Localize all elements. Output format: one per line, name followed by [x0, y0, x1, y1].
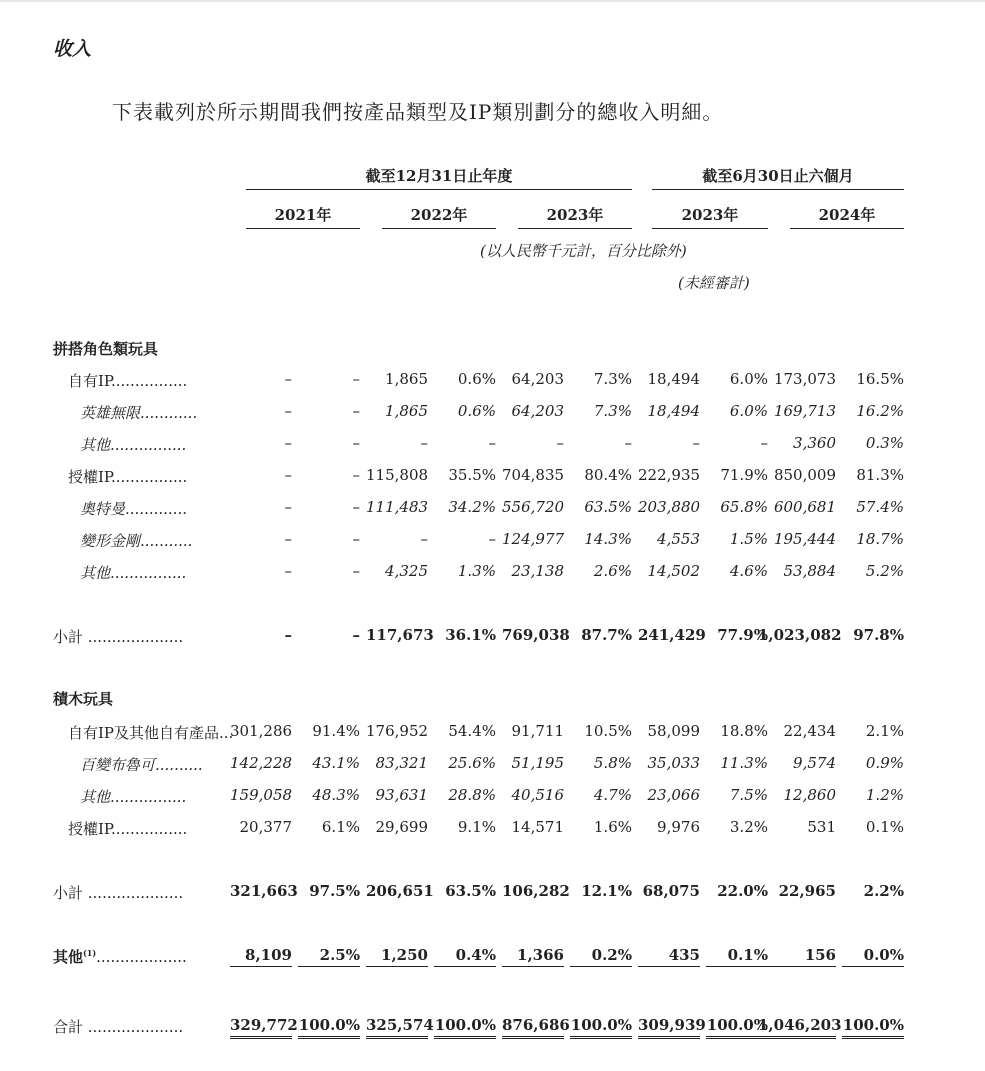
- table-cell: 4.7%: [593, 786, 632, 804]
- table-cell: 22.0%: [717, 882, 768, 900]
- table-cell: 23,066: [647, 786, 700, 804]
- table-cell: 35,033: [647, 754, 700, 772]
- year-rule-2024-h1: [790, 228, 904, 229]
- table-cell: 206,651: [366, 882, 434, 900]
- table-cell: 531: [807, 818, 836, 836]
- table-cell: 28.8%: [448, 786, 496, 804]
- table-cell: 203,880: [638, 498, 701, 516]
- table-cell: 6.1%: [321, 818, 360, 836]
- unaudited-note: (未經審計): [678, 274, 750, 292]
- table-cell: 58,099: [647, 722, 700, 740]
- table-cell: 106,282: [502, 882, 570, 900]
- table-cell: –: [420, 434, 428, 452]
- table-cell: 142,228: [230, 754, 293, 772]
- table-cell: 63.5%: [445, 882, 496, 900]
- table-cell: 18,494: [647, 402, 700, 420]
- table-cell: 71.9%: [720, 466, 768, 484]
- table-cell: –: [760, 434, 768, 452]
- table-cell: 12.1%: [581, 882, 632, 900]
- table-cell: 22,965: [778, 882, 836, 900]
- table-cell: 850,009: [773, 466, 836, 484]
- row-label: 授權IP................: [68, 468, 188, 486]
- table-cell: 22,434: [783, 722, 836, 740]
- table-cell: 29,699: [375, 818, 428, 836]
- table-cell: 0.3%: [865, 434, 904, 452]
- half-year-group-rule: [652, 189, 904, 190]
- table-cell: 1,250: [366, 946, 428, 967]
- table-cell: 93,631: [375, 786, 428, 804]
- table-cell: 9.1%: [457, 818, 496, 836]
- table-cell: 6.0%: [729, 370, 768, 388]
- table-cell: 9,574: [793, 754, 836, 772]
- table-cell: 54.4%: [448, 722, 496, 740]
- table-cell: 325,574: [366, 1016, 428, 1039]
- table-cell: –: [488, 530, 496, 548]
- table-cell: 0.4%: [434, 946, 496, 967]
- table-cell: 2.6%: [593, 562, 632, 580]
- annual-group-header: 截至12月31日止年度: [365, 167, 513, 185]
- table-cell: 4,553: [657, 530, 700, 548]
- table-cell: 1.5%: [729, 530, 768, 548]
- table-cell: –: [556, 434, 564, 452]
- table-cell: 876,686: [502, 1016, 564, 1039]
- table-cell: –: [352, 434, 360, 452]
- table-cell: 64,203: [511, 402, 564, 420]
- table-cell: –: [352, 530, 360, 548]
- table-cell: 769,038: [502, 626, 570, 644]
- row-label: 其他................: [80, 436, 187, 454]
- table-cell: 51,195: [511, 754, 564, 772]
- table-cell: –: [284, 562, 292, 580]
- table-cell: –: [284, 498, 292, 516]
- year-header-2021: 2021年: [274, 206, 332, 224]
- total-label: 合計 ....................: [53, 1018, 184, 1036]
- table-cell: 68,075: [642, 882, 700, 900]
- currency-note: (以人民幣千元計，百分比除外): [480, 242, 687, 260]
- table-cell: 16.2%: [856, 402, 904, 420]
- table-cell: 12,860: [783, 786, 836, 804]
- table-cell: 169,713: [773, 402, 836, 420]
- table-cell: 111,483: [366, 498, 429, 516]
- table-cell: 8,109: [230, 946, 292, 967]
- table-cell: 0.9%: [865, 754, 904, 772]
- table-cell: 7.3%: [593, 370, 632, 388]
- section-building-blocks: 積木玩具: [53, 690, 114, 708]
- table-cell: 195,444: [773, 530, 836, 548]
- table-cell: 5.8%: [593, 754, 632, 772]
- table-cell: 10.5%: [584, 722, 632, 740]
- table-cell: 100.0%: [298, 1016, 360, 1039]
- table-cell: 321,663: [230, 882, 298, 900]
- table-cell: –: [352, 466, 360, 484]
- table-cell: 0.1%: [865, 818, 904, 836]
- table-cell: –: [284, 402, 292, 420]
- table-cell: –: [352, 562, 360, 580]
- row-label: 變形金剛...........: [80, 532, 193, 550]
- half-year-group-header: 截至6月30日止六個月: [702, 167, 854, 185]
- table-cell: 40,516: [511, 786, 564, 804]
- table-cell: 159,058: [230, 786, 293, 804]
- table-cell: 7.3%: [593, 402, 632, 420]
- table-cell: 4.6%: [729, 562, 768, 580]
- row-label: 百變布魯可..........: [80, 756, 203, 774]
- table-cell: 43.1%: [312, 754, 360, 772]
- table-cell: –: [284, 530, 292, 548]
- other-label: [53, 946, 187, 967]
- table-cell: 1.3%: [457, 562, 496, 580]
- table-cell: 83,321: [375, 754, 428, 772]
- row-label: 自有IP................: [68, 372, 188, 390]
- table-cell: 91.4%: [312, 722, 360, 740]
- subtotal-label: 小計 ....................: [53, 884, 184, 902]
- table-cell: 3,360: [793, 434, 836, 452]
- table-cell: 124,977: [502, 530, 565, 548]
- table-cell: 64,203: [511, 370, 564, 388]
- table-cell: 65.8%: [720, 498, 768, 516]
- row-label: 奧特曼.............: [80, 500, 187, 518]
- table-cell: 1,366: [502, 946, 564, 967]
- table-cell: 173,073: [773, 370, 836, 388]
- table-cell: 7.5%: [729, 786, 768, 804]
- year-header-2023-h1: 2023年: [681, 206, 739, 224]
- top-border: [0, 0, 985, 2]
- table-cell: 241,429: [638, 626, 706, 644]
- table-cell: 100.0%: [570, 1016, 632, 1039]
- row-label: 其他................: [80, 788, 187, 806]
- table-cell: 9,976: [657, 818, 700, 836]
- table-cell: 18,494: [647, 370, 700, 388]
- table-cell: 3.2%: [729, 818, 768, 836]
- table-cell: 301,286: [230, 722, 293, 740]
- table-cell: 16.5%: [856, 370, 904, 388]
- table-cell: 2.1%: [865, 722, 904, 740]
- table-cell: 14,502: [647, 562, 700, 580]
- table-cell: 309,939: [638, 1016, 700, 1039]
- table-cell: 176,952: [366, 722, 429, 740]
- table-cell: –: [352, 498, 360, 516]
- table-cell: 1,865: [385, 402, 428, 420]
- table-cell: 100.0%: [434, 1016, 496, 1039]
- table-cell: 222,935: [638, 466, 701, 484]
- table-cell: 14.3%: [584, 530, 632, 548]
- table-cell: –: [624, 434, 632, 452]
- table-cell: 115,808: [366, 466, 429, 484]
- table-cell: 1,046,203: [758, 1016, 836, 1039]
- table-cell: 4,325: [385, 562, 428, 580]
- table-cell: 81.3%: [856, 466, 904, 484]
- table-cell: –: [352, 370, 360, 388]
- footnote-marker: (1): [83, 948, 97, 958]
- other-label-text: 其他: [53, 948, 84, 966]
- table-cell: 80.4%: [584, 466, 632, 484]
- annual-group-rule: [246, 189, 632, 190]
- table-cell: 97.8%: [853, 626, 904, 644]
- year-header-2022: 2022年: [410, 206, 468, 224]
- table-cell: 14,571: [511, 818, 564, 836]
- table-cell: –: [488, 434, 496, 452]
- page-title: 收入: [53, 38, 92, 60]
- table-cell: 63.5%: [584, 498, 632, 516]
- table-cell: 5.2%: [865, 562, 904, 580]
- table-cell: 329,772: [230, 1016, 292, 1039]
- row-label: 授權IP................: [68, 820, 188, 838]
- table-cell: 100.0%: [706, 1016, 768, 1039]
- table-cell: 6.0%: [729, 402, 768, 420]
- row-label: 自有IP及其他自有產品...: [68, 724, 234, 742]
- year-rule-2023: [518, 228, 632, 229]
- table-cell: 48.3%: [312, 786, 360, 804]
- year-rule-2023-h1: [652, 228, 768, 229]
- table-cell: –: [352, 402, 360, 420]
- table-cell: 0.0%: [842, 946, 904, 967]
- table-cell: 1.6%: [593, 818, 632, 836]
- table-cell: 25.6%: [448, 754, 496, 772]
- table-cell: 704,835: [502, 466, 565, 484]
- table-cell: –: [352, 626, 360, 644]
- table-cell: 11.3%: [720, 754, 768, 772]
- table-cell: 600,681: [773, 498, 836, 516]
- section-figure-toys: 拼搭角色類玩具: [53, 340, 159, 358]
- table-cell: 20,377: [239, 818, 292, 836]
- table-cell: 77.9%: [717, 626, 768, 644]
- year-header-2024-h1: 2024年: [818, 206, 876, 224]
- table-cell: 0.6%: [457, 402, 496, 420]
- intro-paragraph: 下表載列於所示期間我們按產品類型及IP類別劃分的總收入明細。: [112, 100, 724, 124]
- table-cell: 0.6%: [457, 370, 496, 388]
- table-cell: 18.8%: [720, 722, 768, 740]
- subtotal-label: 小計 ....................: [53, 628, 184, 646]
- table-cell: 117,673: [366, 626, 434, 644]
- table-cell: 91,711: [511, 722, 564, 740]
- table-cell: –: [420, 530, 428, 548]
- table-cell: 97.5%: [309, 882, 360, 900]
- table-cell: 53,884: [783, 562, 836, 580]
- table-cell: 156: [758, 946, 836, 967]
- table-cell: 0.1%: [706, 946, 768, 967]
- table-cell: 23,138: [511, 562, 564, 580]
- table-cell: 100.0%: [842, 1016, 904, 1039]
- table-cell: 1,023,082: [758, 626, 842, 644]
- table-cell: –: [284, 370, 292, 388]
- table-cell: –: [284, 626, 292, 644]
- table-cell: 35.5%: [448, 466, 496, 484]
- table-cell: 556,720: [502, 498, 565, 516]
- table-cell: 34.2%: [448, 498, 496, 516]
- table-cell: 2.2%: [863, 882, 904, 900]
- table-cell: 2.5%: [298, 946, 360, 967]
- table-cell: 18.7%: [856, 530, 904, 548]
- table-cell: 36.1%: [445, 626, 496, 644]
- table-cell: –: [284, 434, 292, 452]
- table-cell: 1.2%: [865, 786, 904, 804]
- year-header-2023: 2023年: [546, 206, 604, 224]
- table-cell: 87.7%: [581, 626, 632, 644]
- table-cell: 57.4%: [856, 498, 904, 516]
- table-cell: –: [692, 434, 700, 452]
- other-label-dots: ...................: [96, 948, 187, 966]
- year-rule-2021: [246, 228, 360, 229]
- table-cell: –: [284, 466, 292, 484]
- table-cell: 435: [638, 946, 700, 967]
- table-cell: 0.2%: [570, 946, 632, 967]
- year-rule-2022: [382, 228, 496, 229]
- row-label: 英雄無限............: [80, 404, 198, 422]
- table-cell: 1,865: [385, 370, 428, 388]
- row-label: 其他................: [80, 564, 187, 582]
